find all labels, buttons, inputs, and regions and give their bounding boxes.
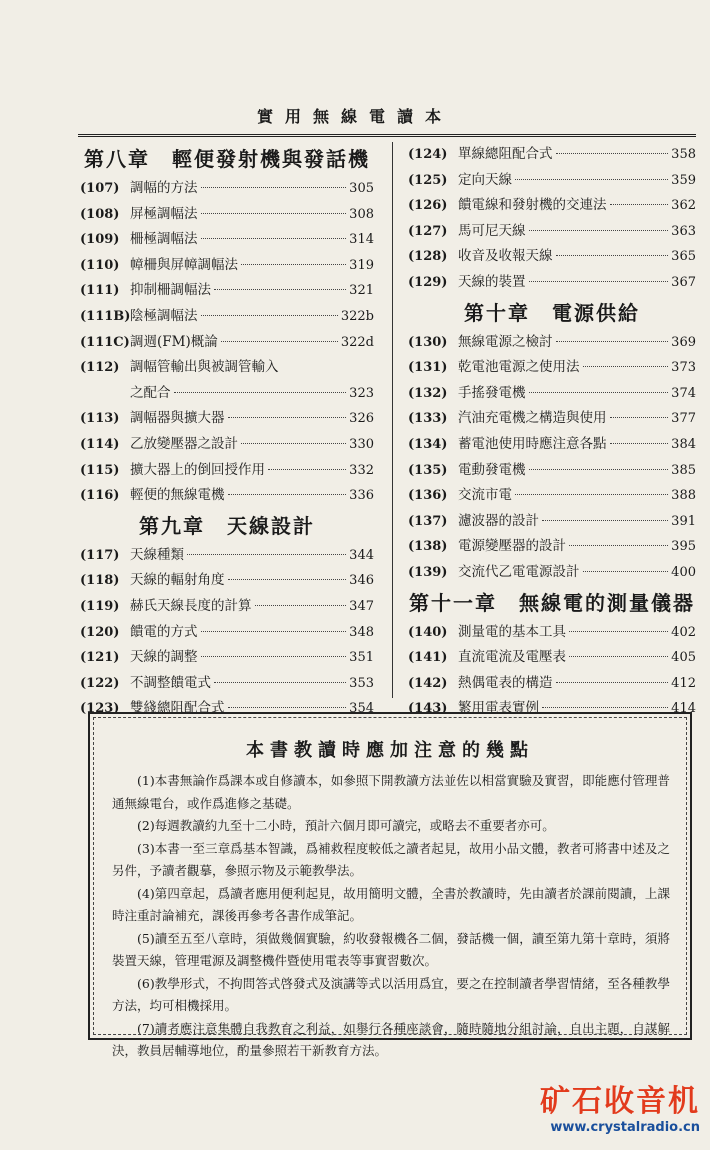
toc-entry <box>408 620 696 646</box>
page-number: 347 <box>349 598 374 614</box>
toc-left-column <box>80 142 374 722</box>
toc-entry <box>408 330 696 356</box>
section-number: (137) <box>408 513 448 529</box>
leader-dots <box>201 238 347 239</box>
page-number: 373 <box>671 360 696 376</box>
section-number: (142) <box>408 675 448 691</box>
toc-entry <box>408 671 696 697</box>
section-number: (114) <box>80 436 120 452</box>
section-number: (113) <box>80 411 120 427</box>
leader-dots <box>610 443 669 444</box>
page-number: 362 <box>671 198 696 214</box>
leader-dots <box>610 417 669 418</box>
page-number: 384 <box>671 436 696 452</box>
section-number: (123) <box>80 701 120 717</box>
section-title: 輕便的無線電機 <box>130 487 225 504</box>
leader-dots <box>255 605 347 606</box>
page-number: 391 <box>671 513 696 529</box>
page-number: 363 <box>671 223 696 239</box>
leader-dots <box>221 341 338 342</box>
toc-entry <box>408 219 696 245</box>
toc-entry <box>408 645 696 671</box>
section-title: 擴大器上的倒回授作用 <box>130 461 265 478</box>
note-item: (6)教學形式，不拘問答式啓發式及演講等式以活用爲宜，要之在控制讀者學習情緒，至各種教學方法，均可相機採用。 <box>112 975 670 1013</box>
leader-dots <box>569 631 668 632</box>
page-number: 385 <box>671 462 696 478</box>
page-number: 402 <box>671 624 696 640</box>
section-title: 乙放變壓器之設計 <box>130 435 238 452</box>
note-item: (4)第四章起，爲讀者應用便利起見，故用簡明文體，全書於教讀時，先由讀者於課前閱讀，上課時注重討論補充，課後再參考各書作成筆記。 <box>112 885 670 923</box>
section-number: (138) <box>408 539 448 555</box>
leader-dots <box>529 230 669 231</box>
section-title: 調幅管輸出與被調管輸入 <box>130 359 279 376</box>
section-title: 調幅的方法 <box>130 180 198 196</box>
toc-entry <box>80 253 374 279</box>
page-number: 395 <box>671 539 696 555</box>
page-number: 322d <box>340 334 374 350</box>
page-number: 305 <box>349 181 374 196</box>
leader-dots <box>241 264 346 265</box>
section-number: (108) <box>80 206 120 222</box>
toc-entry <box>80 432 374 458</box>
section-title: 熱偶電表的構造 <box>458 674 553 691</box>
page-number: 346 <box>349 573 374 589</box>
section-title: 赫氏天線長度的計算 <box>130 597 252 614</box>
section-number: (116) <box>80 488 120 504</box>
chapter-heading: 第九章 天線設計 <box>139 513 315 538</box>
section-title: 天線種類 <box>130 546 184 563</box>
section-number: (136) <box>408 488 448 504</box>
toc-entry <box>80 330 374 356</box>
page-number: 374 <box>671 385 696 401</box>
toc-entry <box>80 278 374 304</box>
page-number: 367 <box>671 274 696 290</box>
page-number: 358 <box>671 147 696 162</box>
toc-entry <box>80 458 374 484</box>
toc-entry <box>408 560 696 586</box>
note-item: (2)每週教讀約九至十二小時，預計六個月即可讀完，或略去不重要者亦可。 <box>137 818 555 833</box>
section-title: 雙綫總阻配合式 <box>130 700 225 717</box>
section-title: 馬可尼天線 <box>458 222 526 239</box>
section-title: 調幅器與擴大器 <box>130 410 225 427</box>
watermark-logo-text: 矿石收音机 <box>540 1084 700 1119</box>
section-number: (127) <box>408 223 448 239</box>
section-number: (124) <box>408 147 448 162</box>
toc-entry <box>408 193 696 219</box>
page-number: 308 <box>349 206 374 222</box>
leader-dots <box>201 631 347 632</box>
toc-entry <box>408 406 696 432</box>
leader-dots <box>228 417 347 418</box>
section-number: (141) <box>408 650 448 666</box>
section-title: 手搖發電機 <box>458 384 526 401</box>
note-item: (5)讀至五至八章時，須做幾個實驗，約收發報機各二個，發話機一個，讀至第九第十章時，須將裝置天線，管理電源及調整機件暨使用電表等事實習數次。 <box>112 930 670 968</box>
page-number: 322b <box>340 308 374 324</box>
section-number: (109) <box>80 232 120 248</box>
page-number: 348 <box>349 624 374 640</box>
leader-dots <box>515 494 668 495</box>
toc-entry <box>80 483 374 509</box>
section-title: 收音及收報天線 <box>458 248 553 265</box>
section-number: (125) <box>408 172 448 188</box>
toc-entry <box>408 142 696 168</box>
leader-dots <box>556 682 669 683</box>
section-number: (128) <box>408 249 448 265</box>
leader-dots <box>228 579 347 580</box>
toc-entry <box>80 594 374 620</box>
section-number: (135) <box>408 462 448 478</box>
page-number: 369 <box>671 334 696 350</box>
section-title: 直流電流及電壓表 <box>458 649 566 666</box>
page-number: 354 <box>349 701 374 717</box>
toc-entry <box>408 432 696 458</box>
leader-dots <box>569 545 668 546</box>
section-title: 幛柵與屏幛調幅法 <box>130 256 238 273</box>
section-title: 饋電的方式 <box>130 623 198 640</box>
header-rule <box>78 134 696 137</box>
page-number: 332 <box>349 462 374 478</box>
leader-dots <box>529 469 669 470</box>
section-title: 調週(FM)概論 <box>130 333 218 350</box>
toc-entry <box>80 543 374 569</box>
section-title: 汽油充電機之構造與使用 <box>458 410 607 427</box>
toc-entry <box>408 270 696 296</box>
section-number: (140) <box>408 624 448 640</box>
section-number: (130) <box>408 334 448 350</box>
section-number: (131) <box>408 360 448 376</box>
toc-entry <box>80 304 374 330</box>
toc-entry <box>80 176 374 202</box>
leader-dots <box>241 443 346 444</box>
section-number: (107) <box>80 181 120 196</box>
toc-entry <box>408 483 696 509</box>
page-number: 377 <box>671 411 696 427</box>
section-title: 測量電的基本工具 <box>458 623 566 640</box>
leader-dots <box>542 707 668 708</box>
leader-dots <box>542 520 668 521</box>
watermark-url: www.crystalradio.cn <box>550 1120 700 1135</box>
note-item: (1)本書無論作爲課本或自修讀本，如參照下開教讀方法並佐以相當實驗及實習，即能應付管理普通無線電台，或作爲進修之基礎。 <box>112 773 670 811</box>
page-number: 359 <box>671 172 696 188</box>
section-number: (111B) <box>80 308 131 324</box>
leader-dots <box>214 289 346 290</box>
toc-entry <box>408 381 696 407</box>
section-title: 濾波器的設計 <box>458 512 539 529</box>
section-number: (120) <box>80 624 120 640</box>
leader-dots <box>556 255 669 256</box>
section-title: 柵極調幅法 <box>130 231 198 248</box>
page-number: 351 <box>349 650 374 666</box>
leader-dots <box>515 179 668 180</box>
page-number: 400 <box>671 564 696 580</box>
notes-box <box>88 712 692 1058</box>
section-number: (126) <box>408 198 448 214</box>
page-number: 405 <box>671 650 696 666</box>
section-number: (122) <box>80 675 120 691</box>
page-number: 323 <box>349 385 374 401</box>
section-number: (111C) <box>80 334 130 350</box>
section-title: 繁用電表實例 <box>458 700 539 717</box>
toc-entry <box>408 244 696 270</box>
section-title: 抑制柵調幅法 <box>130 282 211 299</box>
section-number: (115) <box>80 462 120 478</box>
column-divider <box>392 142 393 698</box>
notes-list <box>112 770 670 1063</box>
toc-entry <box>80 568 374 594</box>
section-title: 陰極調幅法 <box>130 307 198 324</box>
leader-dots <box>201 315 338 316</box>
leader-dots <box>556 341 669 342</box>
section-number: (121) <box>80 650 120 666</box>
section-title: 交流市電 <box>458 487 512 504</box>
toc-entry <box>80 406 374 432</box>
leader-dots <box>529 281 669 282</box>
leader-dots <box>556 153 669 154</box>
leader-dots <box>228 707 347 708</box>
section-title: 天線的輻射角度 <box>130 572 225 589</box>
section-title: 無線電源之檢討 <box>458 333 553 350</box>
toc-entry <box>408 534 696 560</box>
toc-entry <box>80 645 374 671</box>
section-number: (117) <box>80 547 120 563</box>
page-number: 321 <box>349 283 374 299</box>
section-number: (119) <box>80 598 120 614</box>
toc-entry <box>408 458 696 484</box>
toc-entry <box>80 671 374 697</box>
section-number: (111) <box>80 283 120 299</box>
section-title: 單線總阻配合式 <box>458 146 553 162</box>
page-number: 412 <box>671 675 696 691</box>
section-number: (134) <box>408 436 448 452</box>
leader-dots <box>214 682 346 683</box>
chapter-heading: 第十一章 無線電的測量儀器 <box>409 590 695 615</box>
section-title: 蓄電池使用時應注意各點 <box>458 435 607 452</box>
page-number: 344 <box>349 547 374 563</box>
section-number: (112) <box>80 360 120 376</box>
leader-dots <box>583 571 669 572</box>
section-title: 定向天線 <box>458 171 512 188</box>
leader-dots <box>187 554 346 555</box>
leader-dots <box>228 494 347 495</box>
chapter-heading: 第十章 電源供給 <box>464 300 640 325</box>
site-watermark <box>540 1084 700 1136</box>
section-title: 交流代乙電電源設計 <box>458 563 580 580</box>
section-number: (143) <box>408 701 448 717</box>
chapter-heading: 第八章 輕便發射機與發話機 <box>84 147 370 171</box>
page-number: 314 <box>349 232 374 248</box>
page-number: 330 <box>349 436 374 452</box>
note-item: (3)本書一至三章爲基本智識，爲補救程度較低之讀者起見，故用小品文體，教者可將書中述及之另件，予讀者觀摹，參照示物及示範教學法。 <box>112 840 670 878</box>
toc-entry <box>80 227 374 253</box>
toc-entry <box>80 202 374 228</box>
notes-title: 本書教讀時應加注意的幾點 <box>246 740 534 761</box>
page-number: 336 <box>349 488 374 504</box>
section-title: 天線的裝置 <box>458 273 526 290</box>
section-title: 電動發電機 <box>458 461 526 478</box>
leader-dots <box>201 656 347 657</box>
note-item: (7)讀者應注意集體自我教育之利益，如舉行各種座談會，隨時隨地分組討論，自出主題，自謀解決，教員居輔導地位，酌量參照若干新教育方法。 <box>112 1020 670 1058</box>
section-number: (129) <box>408 274 448 290</box>
leader-dots <box>529 392 669 393</box>
page-number: 365 <box>671 249 696 265</box>
section-title: 之配合 <box>130 384 171 401</box>
section-title: 饋電線和發射機的交連法 <box>458 197 607 214</box>
leader-dots <box>201 213 347 214</box>
leader-dots <box>583 366 669 367</box>
toc-entry <box>80 620 374 646</box>
toc-entry <box>80 381 374 407</box>
leader-dots <box>610 204 669 205</box>
section-title: 電源變壓器的設計 <box>458 538 566 555</box>
page-number: 353 <box>349 675 374 691</box>
leader-dots <box>268 469 346 470</box>
section-title: 屏極調幅法 <box>130 205 198 222</box>
toc-entry <box>408 509 696 535</box>
leader-dots <box>569 656 668 657</box>
section-title: 不調整饋電式 <box>130 674 211 691</box>
section-number: (133) <box>408 411 448 427</box>
section-number: (118) <box>80 573 120 589</box>
page-number: 414 <box>671 701 696 717</box>
toc-entry <box>408 355 696 381</box>
leader-dots <box>201 187 347 188</box>
section-title: 乾電池電源之使用法 <box>458 359 580 376</box>
running-head: 實用無線電讀本 <box>256 107 453 126</box>
page-number: 319 <box>349 257 374 273</box>
section-title: 天線的調整 <box>130 649 198 666</box>
toc-entry <box>408 168 696 194</box>
toc-right-column <box>408 142 696 722</box>
page-number: 326 <box>349 411 374 427</box>
section-number: (110) <box>80 257 120 273</box>
section-number: (132) <box>408 385 448 401</box>
leader-dots <box>174 392 347 393</box>
toc-entry <box>80 355 374 381</box>
section-number: (139) <box>408 564 448 580</box>
page-number: 388 <box>671 488 696 504</box>
